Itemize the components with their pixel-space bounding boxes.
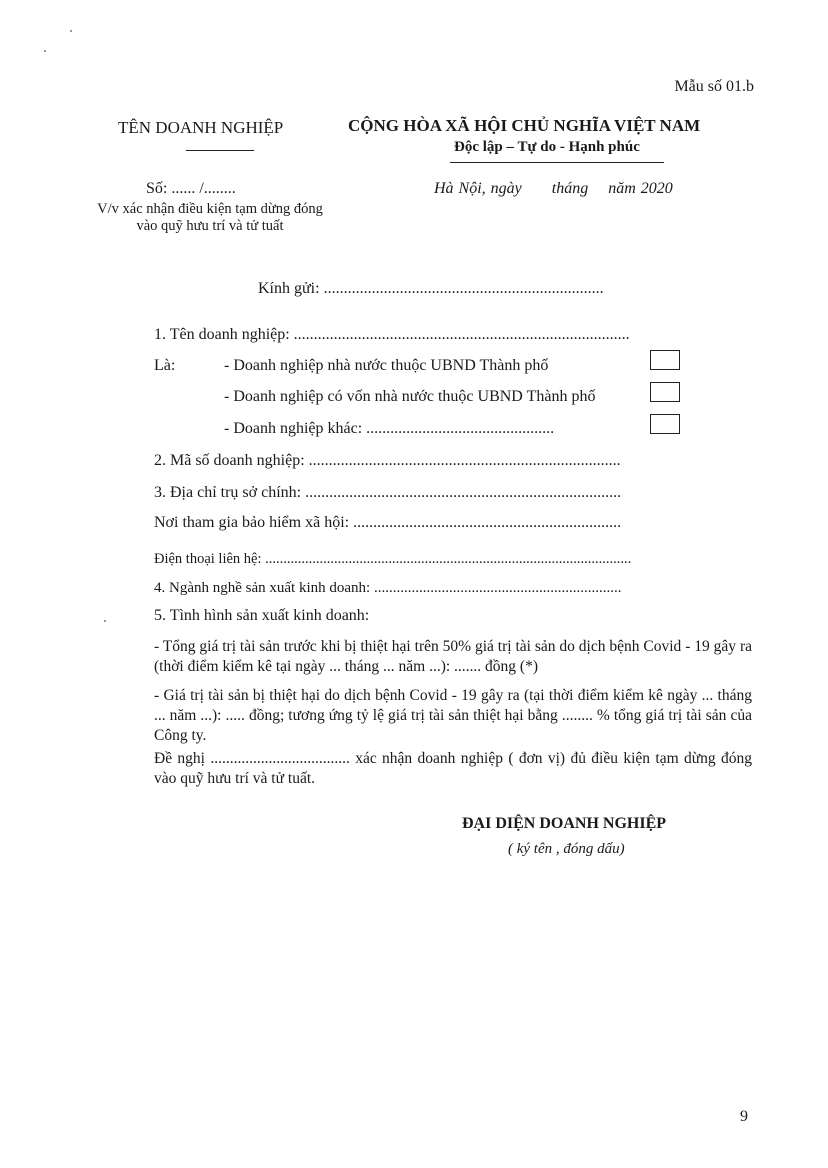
- company-type-label: Là:: [154, 357, 176, 374]
- form-code: Mẫu số 01.b: [674, 78, 754, 95]
- checkbox-other[interactable]: [650, 414, 680, 434]
- total-assets-paragraph: - Tổng giá trị tài sản trước khi bị thiệt hại trên 50% giá trị tài sản do dịch bệnh Covid - 19 gây ra (thời điểm kiểm kê tại ngày ... tháng ... năm ...): ....... đồng (*): [154, 638, 752, 675]
- phone-field: Điện thoại liên hệ: .....................................................................................................: [154, 551, 632, 567]
- damaged-assets-paragraph: - Giá trị tài sản bị thiệt hại do dịch bệnh Covid - 19 gây ra (tại thời điểm kiểm kê ngày ... tháng ... năm ...): ..... đồng; tương ứng tỷ lệ giá trị tài sản thiệt hại bằng ........ % tổng giá trị tài sản của Công ty.: [154, 687, 752, 744]
- checkbox-state-capital[interactable]: [650, 382, 680, 402]
- signature-title: ĐẠI DIỆN DOANH NGHIỆP: [462, 815, 667, 832]
- organization-underline: [186, 150, 254, 151]
- scan-speck: [44, 50, 46, 52]
- option-other: - Doanh nghiệp khác: ...............................................: [224, 420, 555, 437]
- document-number: Số: ...... /........: [146, 180, 236, 197]
- place-date: Hà Nội, ngày tháng năm 2020: [434, 180, 673, 197]
- national-motto: Độc lập – Tự do - Hạnh phúc: [454, 139, 640, 155]
- address-field: 3. Địa chỉ trụ sở chính: ...............................................................................: [154, 484, 622, 501]
- recipient-line: Kính gửi: ......................................................................: [258, 280, 604, 297]
- motto-underline: [450, 162, 664, 163]
- signature-note: ( ký tên , đóng dấu): [508, 841, 625, 857]
- document-subject: V/v xác nhận điều kiện tạm dừng đóng vào quỹ hưu trí và tử tuất: [97, 201, 323, 234]
- checkbox-state-owned[interactable]: [650, 350, 680, 370]
- tax-code-field: 2. Mã số doanh nghiệp: ..............................................................................: [154, 452, 621, 469]
- country-header: CỘNG HÒA XÃ HỘI CHỦ NGHĨA VIỆT NAM: [348, 116, 701, 135]
- scan-speck: [70, 30, 72, 32]
- business-status-heading: 5. Tình hình sản xuất kinh doanh:: [154, 607, 370, 624]
- option-state-capital: - Doanh nghiệp có vốn nhà nước thuộc UBND Thành phố: [224, 388, 596, 405]
- option-state-owned: - Doanh nghiệp nhà nước thuộc UBND Thành phố: [224, 357, 549, 374]
- page-number: 9: [740, 1108, 748, 1125]
- company-name-field: 1. Tên doanh nghiệp: ....................................................................................: [154, 326, 630, 343]
- business-line-field: 4. Ngành nghề sản xuất kinh doanh: ..................................................................: [154, 580, 622, 596]
- organization-name: TÊN DOANH NGHIỆP: [118, 118, 284, 137]
- insurance-place-field: Nơi tham gia bảo hiểm xã hội: ...................................................................: [154, 514, 622, 531]
- scan-speck: [104, 620, 106, 622]
- request-paragraph: Đề nghị .................................... xác nhận doanh nghiệp ( đơn vị) đủ điều kiện tạm dừng đóng vào quỹ hưu trí và tử tuất.: [154, 750, 752, 787]
